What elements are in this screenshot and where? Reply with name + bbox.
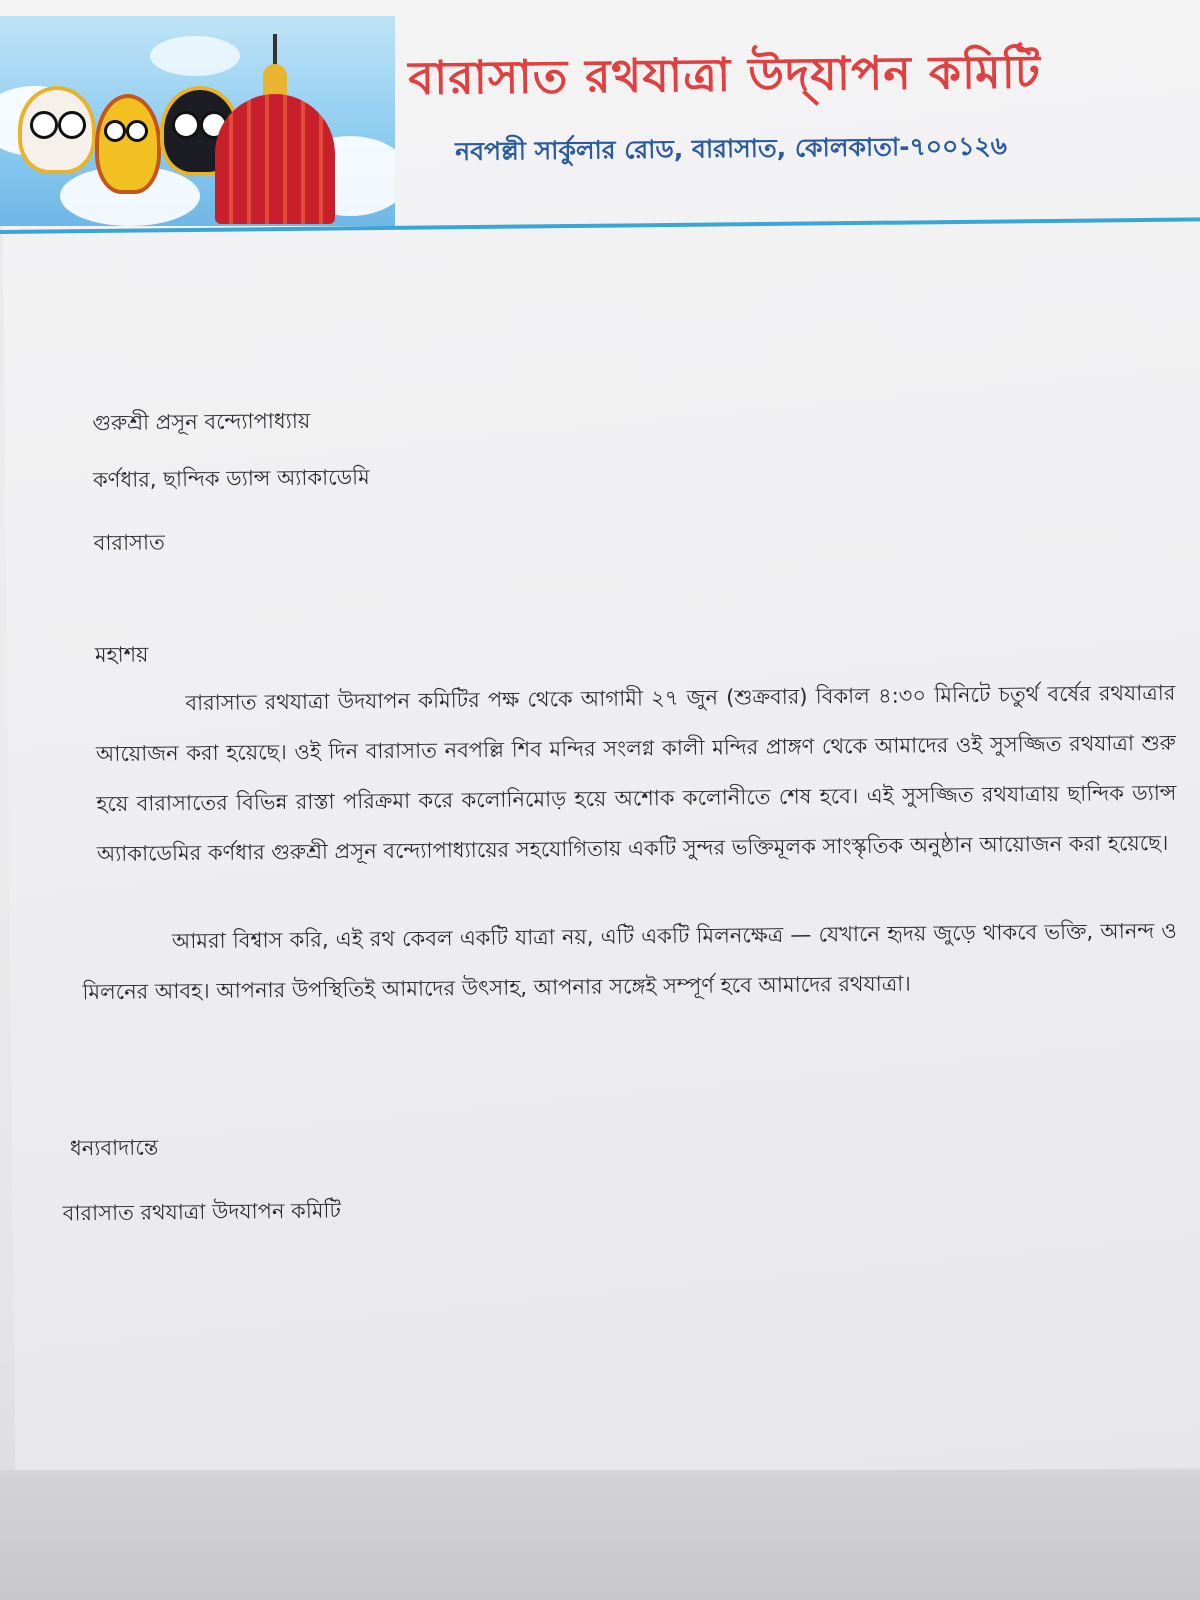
recipient-designation: কর্ণধার, ছান্দিক ড্যান্স অ্যাকাডেমি — [92, 465, 370, 493]
letterhead-address: নবপল্লী সার্কুলার রোড, বারাসাত, কোলকাতা-৭০০১২৬ — [455, 131, 1008, 166]
signatory: বারাসাত রথযাত্রা উদযাপন কমিটি — [62, 1198, 342, 1226]
recipient-name: গুরুশ্রী প্রসূন বন্দ্যোপাধ্যায় — [92, 408, 311, 436]
recipient-place: বারাসাত — [93, 530, 165, 556]
body-paragraph-1 — [95, 668, 1177, 879]
letterhead-title: বারাসাত রথযাত্রা উদ্‌যাপন কমিটি — [408, 44, 1042, 105]
paragraph-2-text: আমরা বিশ্বাস করি, এই রথ কেবল একটি যাত্রা নয়, এটি একটি মিলনক্ষেত্র — যেখানে হৃদয় জুড়ে থাকবে ভক্তি, আনন্দ ও মিলনের আবহ। আপনার উপস্থিতিই আমাদের উৎসাহ, আপনার সঙ্গেই সম্পূর্ণ হবে আমাদের রথযাত্রা। — [82, 918, 1177, 1005]
salutation: মহাশয় — [94, 642, 149, 668]
valediction: ধন্যবাদান্তে — [69, 1135, 159, 1161]
body-paragraph-2 — [82, 906, 1178, 1017]
paragraph-1-text: বারাসাত রথযাত্রা উদযাপন কমিটির পক্ষ থেকে আগামী ২৭ জুন (শুক্রবার) বিকাল ৪:৩০ মিনিটে চতুর্থ বর্ষের রথযাত্রার আয়োজন করা হয়েছে। ওই দিন বারাসাত নবপল্লি শিব মন্দির সংলগ্ন কালী মন্দির প্রাঙ্গণ থেকে আমাদের ওই সুসজ্জিত রথযাত্রা শুরু হয়ে বারাসাতের বিভিন্ন রাস্তা পরিক্রমা করে কলোনিমোড় হয়ে অশোক কলোনীতে শেষ হবে। এই সুসজ্জিত রথযাত্রায় ছান্দিক ড্যান্স অ্যাকাডেমির কর্ণধার গুরুশ্রী প্রসূন বন্দ্যোপাধ্যায়ের সহযোগিতায় একটি সুন্দর ভক্তিমূলক সাংস্কৃতিক অনুষ্ঠান আয়োজন করা হয়েছে। — [95, 680, 1177, 867]
